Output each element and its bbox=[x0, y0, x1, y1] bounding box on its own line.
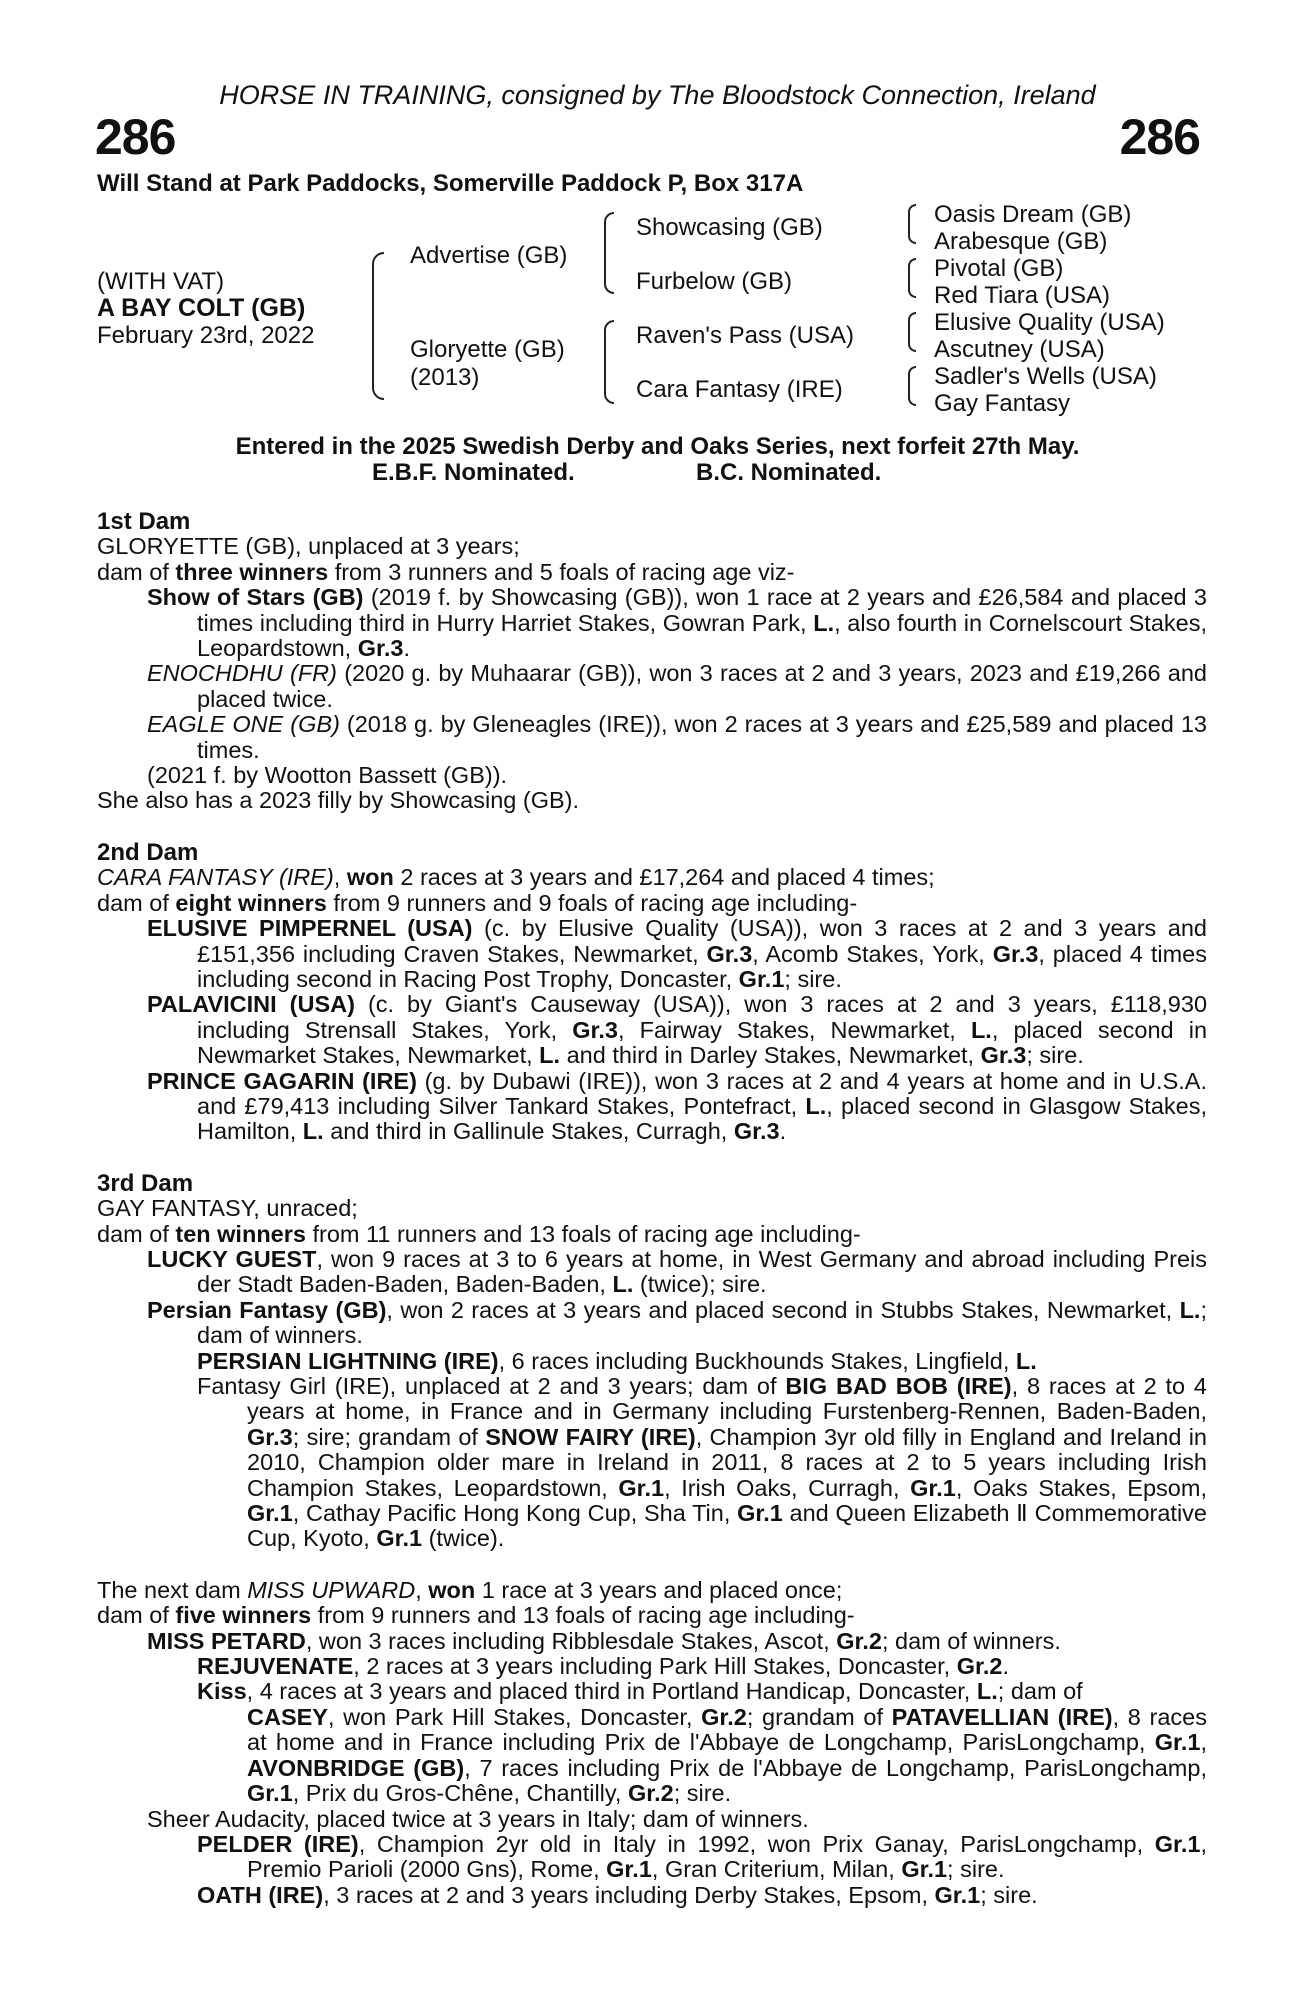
third-dam-heading: 3rd Dam bbox=[97, 1169, 194, 1197]
pedigree-dam: Gloryette (GB) bbox=[410, 336, 565, 363]
grand-progeny-entry: OATH (IRE), 3 races at 2 and 3 years including Derby Stakes, Epsom, Gr.1; sire. bbox=[197, 1881, 1038, 1908]
lot-number-left: 286 bbox=[95, 109, 176, 165]
grand-progeny-entry: Fantasy Girl (IRE), unplaced at 2 and 3 years; dam of BIG BAD BOB (IRE), 8 races at 2 to 4 years at home, in France and in Germany including Furstenberg-Rennen, Baden-Baden, Gr.3; sire; grandam of SNOW FAIRY (IRE), Champion 3yr old filly in England and Ireland in 2010, Champion older mare in Ireland in 2011, 8 races at 2 to 5 years including Irish Champion Stakes, Leopardstown, Gr.1, Irish Oaks, Curragh, Gr.1, Oaks Stakes, Epsom, Gr.1, Cathay Pacific Hong Kong Cup, Sha Tin, Gr.1 and Queen Elizabeth Ⅱ Commemorative Cup, Kyoto, Gr.1 (twice). bbox=[197, 1373, 1207, 1552]
next-dam-line: The next dam MISS UPWARD, won 1 race at 3 years and placed once; bbox=[97, 1576, 843, 1603]
second-dam-produce: dam of eight winners from 9 runners and 9 foals of racing age including- bbox=[97, 889, 858, 916]
first-dam-line: GLORYETTE (GB), unplaced at 3 years; bbox=[97, 533, 520, 560]
progeny-entry: EAGLE ONE (GB) (2018 g. by Gleneagles (IRE)), won 2 races at 3 years and £25,589 and placed 13 times. bbox=[147, 711, 1207, 763]
second-dam-line: CARA FANTASY (IRE), won 2 races at 3 years and £17,264 and placed 4 times; bbox=[97, 864, 935, 891]
pedigree-sds: Pivotal (GB) bbox=[934, 255, 1064, 282]
foaling-date: February 23rd, 2022 bbox=[97, 322, 315, 349]
horse-name: A BAY COLT (GB) bbox=[97, 294, 306, 322]
vat-note: (WITH VAT) bbox=[97, 268, 225, 295]
grand-progeny-entry: PERSIAN LIGHTNING (IRE), 6 races including Buckhounds Stakes, Lingfield, L. bbox=[197, 1347, 1037, 1374]
pedigree-brace-dd bbox=[908, 366, 916, 406]
pedigree-brace-sire bbox=[604, 212, 614, 294]
stand-location: Will Stand at Park Paddocks, Somerville Paddock P, Box 317A bbox=[97, 170, 804, 197]
pedigree-dam-year: (2013) bbox=[410, 364, 480, 391]
progeny-entry: ENOCHDHU (FR) (2020 g. by Muhaarar (GB)), won 3 races at 2 and 3 years, 2023 and £19,266 and placed twice. bbox=[147, 660, 1207, 712]
ebf-nomination: E.B.F. Nominated. bbox=[372, 459, 575, 486]
next-dam-produce: dam of five winners from 9 runners and 13 foals of racing age including- bbox=[97, 1602, 855, 1629]
pedigree-dds: Sadler's Wells (USA) bbox=[934, 363, 1157, 390]
pedigree-ssd: Arabesque (GB) bbox=[934, 228, 1108, 255]
grand-progeny-entry: REJUVENATE, 2 races at 3 years including Park Hill Stakes, Doncaster, Gr.2. bbox=[197, 1653, 1009, 1680]
pedigree-ddd: Gay Fantasy bbox=[934, 390, 1071, 417]
progeny-entry: (2021 f. by Wootton Bassett (GB)). bbox=[147, 762, 508, 789]
pedigree-sss: Oasis Dream (GB) bbox=[934, 201, 1132, 228]
second-dam-heading: 2nd Dam bbox=[97, 838, 199, 866]
pedigree-dss: Elusive Quality (USA) bbox=[934, 309, 1165, 336]
pedigree-sire-sire: Showcasing (GB) bbox=[636, 214, 823, 241]
pedigree-brace-main bbox=[372, 252, 384, 400]
bc-nomination: B.C. Nominated. bbox=[696, 459, 882, 486]
third-dam-produce: dam of ten winners from 11 runners and 13 foals of racing age including- bbox=[97, 1220, 861, 1247]
pedigree-brace-sd bbox=[908, 258, 916, 298]
first-dam-note: She also has a 2023 filly by Showcasing (GB). bbox=[97, 787, 580, 814]
dam-history bbox=[97, 509, 1207, 1908]
progeny-entry: Persian Fantasy (GB), won 2 races at 3 years and placed second in Stubbs Stakes, Newmarket, L.; dam of winners. bbox=[147, 1296, 1207, 1349]
pedigree-dsd: Ascutney (USA) bbox=[934, 336, 1105, 363]
first-dam-produce: dam of three winners from 3 runners and 5 foals of racing age viz- bbox=[97, 558, 795, 585]
pedigree-dam-sire: Raven's Pass (USA) bbox=[636, 322, 854, 349]
great-grand-progeny-entry: CASEY, won Park Hill Stakes, Doncaster, Gr.2; grandam of PATAVELLIAN (IRE), 8 races at home and in France including Prix de l'Abbaye de Longchamp, ParisLongchamp, Gr.1, AVONBRIDGE (GB), 7 races including Prix de l'Abbaye de Longchamp, ParisLongchamp, Gr.1, Prix du Gros-Chêne, Chantilly, Gr.2; sire. bbox=[247, 1703, 1207, 1807]
lot-number-right: 286 bbox=[1119, 109, 1200, 165]
pedigree-sire: Advertise (GB) bbox=[410, 242, 568, 269]
grand-progeny-entry: PELDER (IRE), Champion 2yr old in Italy in 1992, won Prix Ganay, ParisLongchamp, Gr.1, Premio Parioli (2000 Gns), Rome, Gr.1, Gran Criterium, Milan, Gr.1; sire. bbox=[197, 1830, 1207, 1883]
race-entry-note: Entered in the 2025 Swedish Derby and Oaks Series, next forfeit 27th May. bbox=[235, 433, 1080, 460]
pedigree-brace-ss bbox=[908, 204, 916, 244]
progeny-entry: Show of Stars (GB) (2019 f. by Showcasing (GB)), won 1 race at 2 years and £26,584 and placed 3 times including third in Hurry Harriet Stakes, Gowran Park, L., also fourth in Cornelscourt Stakes, Leopardstown, Gr.3. bbox=[147, 584, 1207, 662]
catalogue-header: HORSE IN TRAINING, consigned by The Bloodstock Connection, Ireland bbox=[219, 80, 1096, 110]
progeny-entry: ELUSIVE PIMPERNEL (USA) (c. by Elusive Quality (USA)), won 3 races at 2 and 3 years and £151,356 including Craven Stakes, Newmarket, Gr.3, Acomb Stakes, York, Gr.3, placed 4 times including second in Racing Post Trophy, Doncaster, Gr.1; sire. bbox=[147, 915, 1207, 992]
progeny-entry: LUCKY GUEST, won 9 races at 3 to 6 years at home, in West Germany and abroad including Preis der Stadt Baden-Baden, Baden-Baden, L. (twice); sire. bbox=[147, 1245, 1207, 1298]
progeny-entry: Sheer Audacity, placed twice at 3 years in Italy; dam of winners. bbox=[147, 1805, 809, 1832]
third-dam-line: GAY FANTASY, unraced; bbox=[97, 1195, 358, 1222]
pedigree-brace-ds bbox=[908, 312, 916, 352]
pedigree-brace-dam bbox=[604, 320, 614, 404]
progeny-entry: PALAVICINI (USA) (c. by Giant's Causeway (USA)), won 3 races at 2 and 3 years, £118,930 including Strensall Stakes, York, Gr.3, Fairway Stakes, Newmarket, L., placed second in Newmarket Stakes, Newmarket, L. and third in Darley Stakes, Newmarket, Gr.3; sire. bbox=[147, 991, 1208, 1069]
pedigree-sire-dam: Furbelow (GB) bbox=[636, 268, 793, 295]
first-dam-heading: 1st Dam bbox=[97, 508, 191, 535]
grand-progeny-entry: Kiss, 4 races at 3 years and placed third in Portland Handicap, Doncaster, L.; dam of bbox=[197, 1678, 1083, 1705]
pedigree-sdd: Red Tiara (USA) bbox=[934, 282, 1111, 309]
pedigree-dam-dam: Cara Fantasy (IRE) bbox=[636, 376, 843, 403]
progeny-entry: MISS PETARD, won 3 races including Ribblesdale Stakes, Ascot, Gr.2; dam of winners. bbox=[147, 1627, 1061, 1654]
progeny-entry: PRINCE GAGARIN (IRE) (g. by Dubawi (IRE)), won 3 races at 2 and 4 years at home and in U.S.A. and £79,413 including Silver Tankard Stakes, Pontefract, L., placed second in Glasgow Stakes, Hamilton, L. and third in Gallinule Stakes, Curragh, Gr.3. bbox=[147, 1067, 1208, 1145]
